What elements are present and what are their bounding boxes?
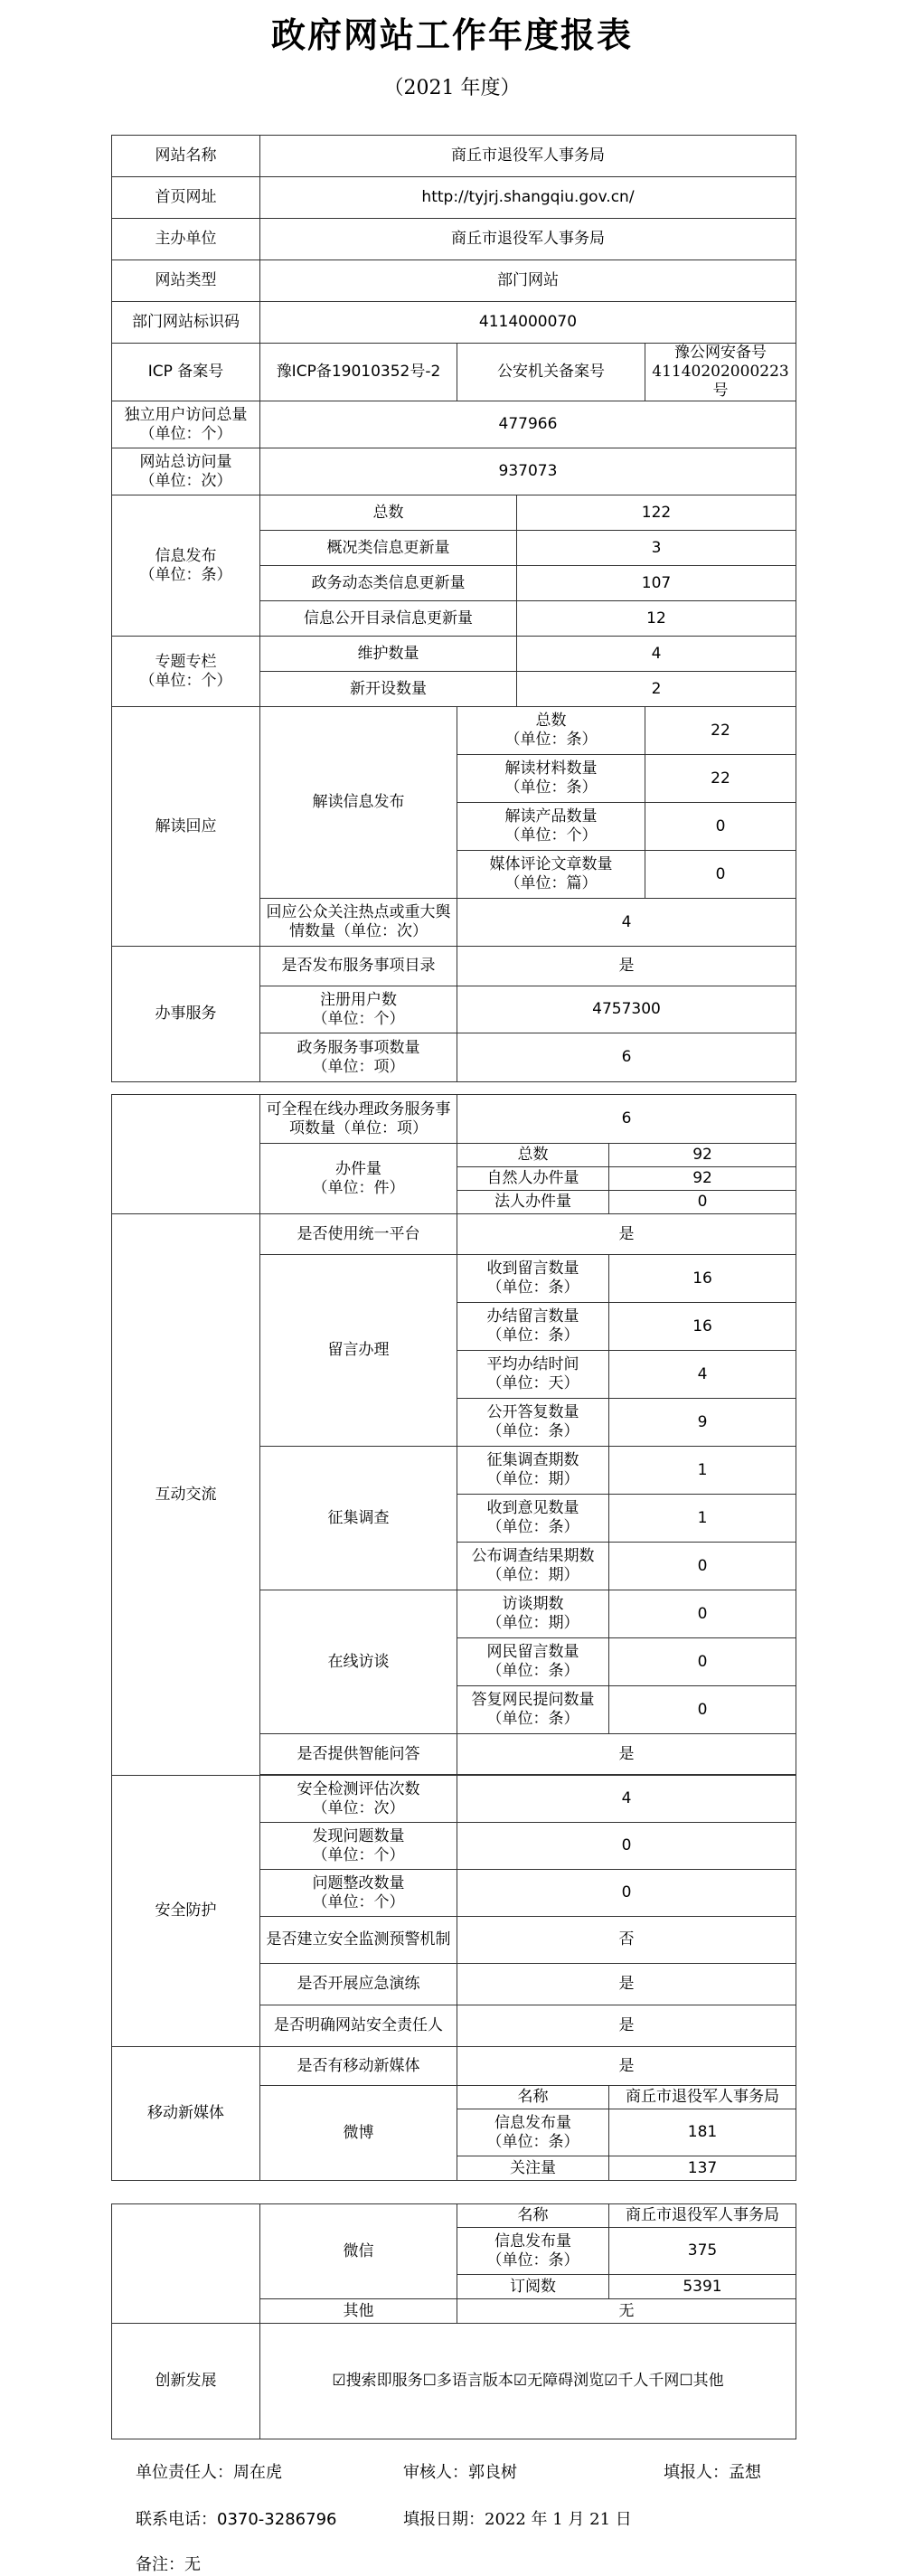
security-row-value: 4 bbox=[457, 1776, 796, 1823]
uv-value: 477966 bbox=[260, 401, 796, 448]
platform-label: 是否使用统一平台 bbox=[260, 1214, 457, 1255]
wechat-name-label: 名称 bbox=[457, 2204, 609, 2228]
weibo-label: 微博 bbox=[260, 2086, 457, 2181]
security-row-value: 0 bbox=[457, 1870, 796, 1917]
innovation-label: 创新发展 bbox=[112, 2324, 260, 2439]
site-code-value: 4114000070 bbox=[260, 302, 796, 344]
service-items-label: 政务服务事项数量 （单位：项） bbox=[260, 1033, 457, 1082]
interpret-row-value: 0 bbox=[645, 803, 796, 851]
footer-filler: 填报人：孟想 bbox=[664, 2463, 761, 2482]
icp-label: ICP 备案号 bbox=[112, 344, 260, 401]
registered-users-value: 4757300 bbox=[457, 986, 796, 1033]
cases-row-value: 0 bbox=[609, 1191, 796, 1214]
hot-response-label: 回应公众关注热点或重大舆情数量（单位：次） bbox=[260, 899, 457, 947]
weibo-followers-value: 137 bbox=[609, 2156, 796, 2181]
uv-label: 独立用户访问总量 （单位：个） bbox=[112, 401, 260, 448]
message-row-value: 4 bbox=[609, 1351, 796, 1399]
footer-leader: 单位责任人：周在虎 bbox=[136, 2463, 282, 2482]
report-table-part1 bbox=[111, 135, 796, 1082]
security-row-label: 是否建立安全监测预警机制 bbox=[260, 1917, 457, 1964]
cases-row-label: 自然人办件量 bbox=[457, 1167, 609, 1191]
weibo-publish-value: 181 bbox=[609, 2109, 796, 2156]
site-url-label: 首页网址 bbox=[112, 177, 260, 219]
weibo-name-label: 名称 bbox=[457, 2086, 609, 2109]
topic-row-value: 2 bbox=[517, 672, 796, 707]
other-media-label: 其他 bbox=[260, 2299, 457, 2324]
police-record-value: 豫公网安备号 41140202000223 号 bbox=[645, 344, 796, 401]
info-row-label: 概况类信息更新量 bbox=[260, 531, 517, 566]
host-unit-value: 商丘市退役军人事务局 bbox=[260, 219, 796, 260]
service-catalog-label: 是否发布服务事项目录 bbox=[260, 947, 457, 986]
platform-value: 是 bbox=[457, 1214, 796, 1255]
security-row-value: 是 bbox=[457, 2005, 796, 2047]
interpret-publish-label: 解读信息发布 bbox=[260, 707, 457, 899]
security-label: 安全防护 bbox=[112, 1776, 260, 2047]
interview-row-value: 0 bbox=[609, 1686, 796, 1734]
info-publish-label: 信息发布 （单位：条） bbox=[112, 495, 260, 637]
interpret-row-value: 22 bbox=[645, 707, 796, 755]
wechat-name-value: 商丘市退役军人事务局 bbox=[609, 2204, 796, 2228]
site-name-value: 商丘市退役军人事务局 bbox=[260, 136, 796, 177]
security-row-label: 是否开展应急演练 bbox=[260, 1964, 457, 2005]
interview-label: 在线访谈 bbox=[260, 1590, 457, 1734]
topic-column-label: 专题专栏 （单位：个） bbox=[112, 637, 260, 707]
online-service-label: 可全程在线办理政务服务事项数量（单位：项） bbox=[260, 1095, 457, 1144]
survey-row-value: 1 bbox=[609, 1447, 796, 1495]
media-continued-cell bbox=[112, 2204, 260, 2324]
footer-phone-label: 联系电话： bbox=[136, 2510, 217, 2529]
interact-label: 互动交流 bbox=[112, 1214, 260, 1776]
weibo-name-value: 商丘市退役军人事务局 bbox=[609, 2086, 796, 2109]
message-row-value: 9 bbox=[609, 1399, 796, 1447]
info-row-label: 政务动态类信息更新量 bbox=[260, 566, 517, 601]
survey-row-value: 0 bbox=[609, 1543, 796, 1590]
site-code-label: 部门网站标识码 bbox=[112, 302, 260, 344]
interview-row-label: 答复网民提问数量 （单位：条） bbox=[457, 1686, 609, 1734]
police-record-label: 公安机关备案号 bbox=[457, 344, 645, 401]
pv-label: 网站总访问量 （单位：次） bbox=[112, 448, 260, 495]
service-catalog-value: 是 bbox=[457, 947, 796, 986]
info-row-value: 3 bbox=[517, 531, 796, 566]
icp-value: 豫ICP备19010352号-2 bbox=[260, 344, 457, 401]
smart-qa-value: 是 bbox=[457, 1734, 796, 1775]
survey-row-label: 公布调查结果期数 （单位：期） bbox=[457, 1543, 609, 1590]
footer-phone-value: 0370-3286796 bbox=[217, 2510, 337, 2529]
message-row-label: 收到留言数量 （单位：条） bbox=[457, 1255, 609, 1303]
interview-row-label: 网民留言数量 （单位：条） bbox=[457, 1638, 609, 1686]
message-row-label: 办结留言数量 （单位：条） bbox=[457, 1303, 609, 1351]
info-row-value: 122 bbox=[517, 495, 796, 531]
interview-row-value: 0 bbox=[609, 1590, 796, 1638]
info-row-value: 12 bbox=[517, 601, 796, 637]
topic-row-value: 4 bbox=[517, 637, 796, 672]
has-media-value: 是 bbox=[457, 2047, 796, 2086]
message-row-value: 16 bbox=[609, 1303, 796, 1351]
cases-row-label: 法人办件量 bbox=[457, 1191, 609, 1214]
innovation-value: ☑搜索即服务☐多语言版本☑无障碍浏览☑千人千网☐其他 bbox=[260, 2324, 796, 2439]
host-unit-label: 主办单位 bbox=[112, 219, 260, 260]
registered-users-label: 注册用户数 （单位：个） bbox=[260, 986, 457, 1033]
service-continued-cell bbox=[112, 1095, 260, 1214]
interpret-row-value: 0 bbox=[645, 851, 796, 899]
service-label: 办事服务 bbox=[112, 947, 260, 1082]
topic-row-label: 新开设数量 bbox=[260, 672, 517, 707]
has-media-label: 是否有移动新媒体 bbox=[260, 2047, 457, 2086]
site-type-value: 部门网站 bbox=[260, 260, 796, 302]
interview-row-label: 访谈期数 （单位：期） bbox=[457, 1590, 609, 1638]
site-name-label: 网站名称 bbox=[112, 136, 260, 177]
cases-label: 办件量 （单位：件） bbox=[260, 1144, 457, 1214]
security-row-label: 是否明确网站安全责任人 bbox=[260, 2005, 457, 2047]
wechat-subscribers-value: 5391 bbox=[609, 2275, 796, 2299]
info-row-label: 总数 bbox=[260, 495, 517, 531]
survey-row-label: 收到意见数量 （单位：条） bbox=[457, 1495, 609, 1543]
footer-date: 填报日期：2022 年 1 月 21 日 bbox=[403, 2510, 632, 2529]
smart-qa-label: 是否提供智能问答 bbox=[260, 1734, 457, 1775]
interpret-row-label: 解读产品数量 （单位：个） bbox=[457, 803, 645, 851]
message-row-label: 平均办结时间 （单位：天） bbox=[457, 1351, 609, 1399]
wechat-label: 微信 bbox=[260, 2204, 457, 2299]
wechat-publish-value: 375 bbox=[609, 2228, 796, 2275]
survey-row-value: 1 bbox=[609, 1495, 796, 1543]
cases-row-value: 92 bbox=[609, 1144, 796, 1167]
security-row-value: 是 bbox=[457, 1964, 796, 2005]
interpret-row-label: 总数 （单位：条） bbox=[457, 707, 645, 755]
message-row-label: 公开答复数量 （单位：条） bbox=[457, 1399, 609, 1447]
report-table-part3 bbox=[111, 2203, 796, 2439]
interpret-row-label: 解读材料数量 （单位：条） bbox=[457, 755, 645, 803]
topic-row-label: 维护数量 bbox=[260, 637, 517, 672]
weibo-followers-label: 关注量 bbox=[457, 2156, 609, 2181]
cases-row-value: 92 bbox=[609, 1167, 796, 1191]
report-table-part2 bbox=[111, 1094, 796, 2181]
security-row-label: 问题整改数量 （单位：个） bbox=[260, 1870, 457, 1917]
survey-row-label: 征集调查期数 （单位：期） bbox=[457, 1447, 609, 1495]
message-handling-label: 留言办理 bbox=[260, 1255, 457, 1447]
security-row-value: 0 bbox=[457, 1823, 796, 1870]
security-row-value: 否 bbox=[457, 1917, 796, 1964]
page-title: 政府网站工作年度报表 bbox=[270, 14, 633, 55]
site-type-label: 网站类型 bbox=[112, 260, 260, 302]
interpret-row-label: 媒体评论文章数量 （单位：篇） bbox=[457, 851, 645, 899]
message-row-value: 16 bbox=[609, 1255, 796, 1303]
wechat-subscribers-label: 订阅数 bbox=[457, 2275, 609, 2299]
weibo-publish-label: 信息发布量 （单位：条） bbox=[457, 2109, 609, 2156]
wechat-publish-label: 信息发布量 （单位：条） bbox=[457, 2228, 609, 2275]
report-year: （2021 年度） bbox=[383, 77, 521, 99]
footer-reviewer: 审核人：郭良树 bbox=[403, 2463, 517, 2482]
new-media-label: 移动新媒体 bbox=[112, 2047, 260, 2181]
info-row-label: 信息公开目录信息更新量 bbox=[260, 601, 517, 637]
cases-row-label: 总数 bbox=[457, 1144, 609, 1167]
other-media-value: 无 bbox=[457, 2299, 796, 2324]
online-service-value: 6 bbox=[457, 1095, 796, 1144]
site-url-value: http://tyjrj.shangqiu.gov.cn/ bbox=[260, 177, 796, 219]
service-items-value: 6 bbox=[457, 1033, 796, 1082]
pv-value: 937073 bbox=[260, 448, 796, 495]
interpret-row-value: 22 bbox=[645, 755, 796, 803]
survey-label: 征集调查 bbox=[260, 1447, 457, 1590]
interpret-label: 解读回应 bbox=[112, 707, 260, 947]
interview-row-value: 0 bbox=[609, 1638, 796, 1686]
footer-note: 备注：无 bbox=[136, 2555, 201, 2574]
security-row-label: 发现问题数量 （单位：个） bbox=[260, 1823, 457, 1870]
hot-response-value: 4 bbox=[457, 899, 796, 947]
info-row-value: 107 bbox=[517, 566, 796, 601]
footer-phone bbox=[136, 2506, 336, 2530]
security-row-label: 安全检测评估次数 （单位：次） bbox=[260, 1776, 457, 1823]
